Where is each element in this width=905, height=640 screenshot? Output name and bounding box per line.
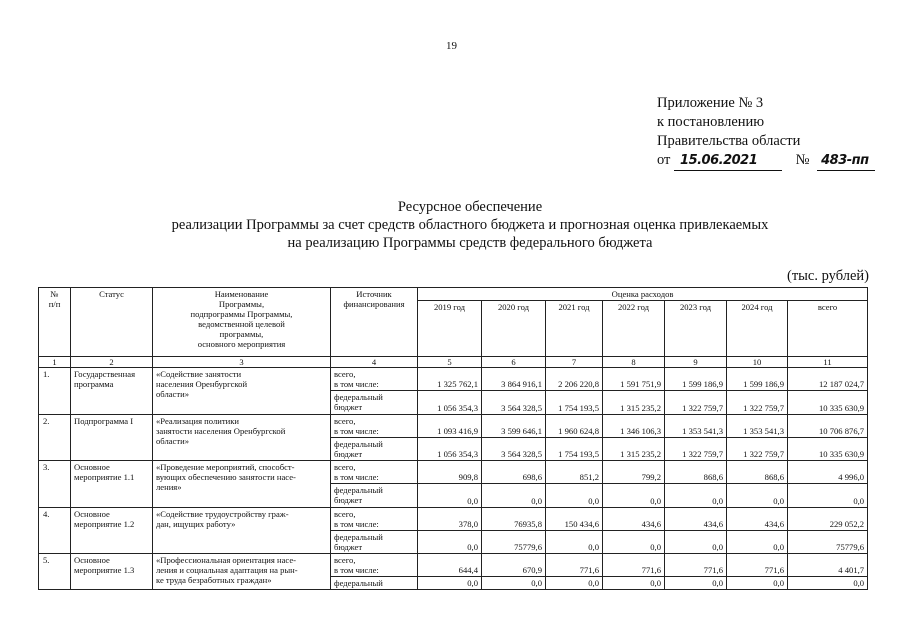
row-year-value: 1 960 624,8 [546, 415, 603, 438]
row-year-value: 1 056 354,3 [418, 438, 482, 461]
table-row [39, 461, 868, 484]
number-sign: № [795, 152, 810, 168]
appendix-signature-line [657, 151, 875, 171]
row-year-value: 771,6 [546, 554, 603, 577]
row-funding-source: федеральный бюджет [331, 484, 418, 508]
row-total-value: 75779,6 [788, 531, 868, 554]
document-title [120, 198, 820, 252]
header-year-2019: 2019 год [418, 301, 482, 357]
row-year-value: 0,0 [727, 484, 788, 508]
row-program-name: «Проведение мероприятий, способст- вующих обеспечению занятости насе- ления» [153, 461, 331, 508]
row-year-value: 670,9 [482, 554, 546, 577]
row-year-value: 1 591 751,9 [603, 368, 665, 391]
row-total-value: 10 335 630,9 [788, 438, 868, 461]
row-funding-source: федеральный бюджет [331, 391, 418, 415]
column-number: 5 [418, 357, 482, 368]
row-total-value: 4 996,0 [788, 461, 868, 484]
row-year-value: 434,6 [665, 508, 727, 531]
header-total: всего [788, 301, 868, 357]
header-source: Источник финансирования [331, 288, 418, 357]
row-year-value: 0,0 [418, 484, 482, 508]
row-year-value: 909,8 [418, 461, 482, 484]
row-funding-source: федеральный бюджет [331, 531, 418, 554]
row-year-value: 1 093 416,9 [418, 415, 482, 438]
column-number: 7 [546, 357, 603, 368]
header-year-2020: 2020 год [482, 301, 546, 357]
table-row [39, 554, 868, 577]
row-year-value: 3 564 328,5 [482, 391, 546, 415]
row-funding-source: всего, в том числе: [331, 415, 418, 438]
row-year-value: 1 599 186,9 [727, 368, 788, 391]
row-year-value: 75779,6 [482, 531, 546, 554]
row-total-value: 4 401,7 [788, 554, 868, 577]
column-number: 11 [788, 357, 868, 368]
row-program-name: «Содействие трудоустройству граж- дан, ищущих работу» [153, 508, 331, 554]
header-estimate: Оценка расходов [418, 288, 868, 301]
row-year-value: 771,6 [727, 554, 788, 577]
table-row [39, 508, 868, 531]
row-year-value: 868,6 [727, 461, 788, 484]
column-number: 10 [727, 357, 788, 368]
title-line-1: Ресурсное обеспечение [397, 199, 543, 215]
row-total-value: 12 187 024,7 [788, 368, 868, 391]
row-year-value: 378,0 [418, 508, 482, 531]
row-year-value: 1 056 354,3 [418, 391, 482, 415]
row-year-value: 1 315 235,2 [603, 438, 665, 461]
row-year-value: 0,0 [546, 577, 603, 590]
row-year-value: 1 315 235,2 [603, 391, 665, 415]
appendix-line-2: к постановлению [657, 114, 765, 130]
row-total-value: 229 052,2 [788, 508, 868, 531]
resource-table [38, 287, 868, 590]
column-number: 4 [331, 357, 418, 368]
row-year-value: 868,6 [665, 461, 727, 484]
row-year-value: 0,0 [727, 577, 788, 590]
column-numbers-row [39, 357, 868, 368]
row-funding-source: всего, в том числе: [331, 368, 418, 391]
row-year-value: 1 322 759,7 [665, 438, 727, 461]
row-year-value: 434,6 [727, 508, 788, 531]
row-funding-source: федеральный [331, 577, 418, 590]
row-year-value: 644,4 [418, 554, 482, 577]
row-year-value: 0,0 [418, 531, 482, 554]
row-status: Основное мероприятие 1.1 [71, 461, 153, 508]
table-body [39, 368, 868, 590]
row-year-value: 0,0 [727, 531, 788, 554]
header-status: Статус [71, 288, 153, 357]
appendix-line-3: Правительства области [657, 133, 801, 149]
appendix-line-1: Приложение № 3 [657, 95, 764, 111]
header-year-2021: 2021 год [546, 301, 603, 357]
handwritten-number: 483-пп [817, 151, 875, 171]
row-year-value: 0,0 [418, 577, 482, 590]
header-name: Наименование Программы, подпрограммы Программы, ведомственной целевой программы, основного мероприятия [153, 288, 331, 357]
appendix-block [657, 94, 875, 171]
row-funding-source: всего, в том числе: [331, 508, 418, 531]
row-year-value: 0,0 [665, 577, 727, 590]
from-label: от [657, 152, 671, 168]
row-total-value: 0,0 [788, 484, 868, 508]
row-total-value: 0,0 [788, 577, 868, 590]
row-status: Государственная программа [71, 368, 153, 415]
row-number: 5. [39, 554, 71, 590]
row-year-value: 1 346 106,3 [603, 415, 665, 438]
row-status: Подпрограмма I [71, 415, 153, 461]
row-year-value: 771,6 [603, 554, 665, 577]
column-number: 6 [482, 357, 546, 368]
header-year-2024: 2024 год [727, 301, 788, 357]
row-number: 2. [39, 415, 71, 461]
row-year-value: 3 864 916,1 [482, 368, 546, 391]
row-year-value: 0,0 [546, 484, 603, 508]
row-year-value: 1 599 186,9 [665, 368, 727, 391]
row-year-value: 150 434,6 [546, 508, 603, 531]
row-year-value: 851,2 [546, 461, 603, 484]
column-number: 8 [603, 357, 665, 368]
row-program-name: «Реализация политики занятости населения Оренбургской области» [153, 415, 331, 461]
row-number: 1. [39, 368, 71, 415]
table-row [39, 368, 868, 391]
row-status: Основное мероприятие 1.2 [71, 508, 153, 554]
row-number: 3. [39, 461, 71, 508]
column-number: 3 [153, 357, 331, 368]
row-number: 4. [39, 508, 71, 554]
row-year-value: 799,2 [603, 461, 665, 484]
row-year-value: 0,0 [482, 577, 546, 590]
row-year-value: 0,0 [665, 484, 727, 508]
row-status: Основное мероприятие 1.3 [71, 554, 153, 590]
row-year-value: 3 599 646,1 [482, 415, 546, 438]
row-year-value: 771,6 [665, 554, 727, 577]
row-year-value: 1 353 541,3 [665, 415, 727, 438]
row-total-value: 10 335 630,9 [788, 391, 868, 415]
column-number: 1 [39, 357, 71, 368]
header-num: № п/п [39, 288, 71, 357]
row-year-value: 1 322 759,7 [727, 438, 788, 461]
row-year-value: 1 325 762,1 [418, 368, 482, 391]
row-year-value: 434,6 [603, 508, 665, 531]
header-year-2023: 2023 год [665, 301, 727, 357]
row-year-value: 0,0 [665, 531, 727, 554]
units-label: (тыс. рублей) [787, 268, 869, 284]
title-line-3: на реализацию Программы средств федерального бюджета [287, 235, 653, 251]
row-year-value: 3 564 328,5 [482, 438, 546, 461]
row-funding-source: всего, в том числе: [331, 461, 418, 484]
row-year-value: 0,0 [482, 484, 546, 508]
row-year-value: 0,0 [603, 577, 665, 590]
row-year-value: 1 322 759,7 [665, 391, 727, 415]
row-year-value: 1 754 193,5 [546, 391, 603, 415]
row-funding-source: федеральный бюджет [331, 438, 418, 461]
row-year-value: 0,0 [603, 531, 665, 554]
row-year-value: 0,0 [546, 531, 603, 554]
table-row [39, 415, 868, 438]
handwritten-date: 15.06.2021 [674, 151, 782, 171]
page-number: 19 [446, 40, 457, 52]
row-year-value: 1 322 759,7 [727, 391, 788, 415]
row-total-value: 10 706 876,7 [788, 415, 868, 438]
row-funding-source: всего, в том числе: [331, 554, 418, 577]
row-year-value: 698,6 [482, 461, 546, 484]
row-year-value: 76935,8 [482, 508, 546, 531]
column-number: 9 [665, 357, 727, 368]
column-number: 2 [71, 357, 153, 368]
title-line-2: реализации Программы за счет средств областного бюджета и прогнозная оценка привлекаемых [171, 217, 769, 233]
row-year-value: 1 353 541,3 [727, 415, 788, 438]
row-year-value: 2 206 220,8 [546, 368, 603, 391]
row-program-name: «Профессиональная ориентация насе- ления и социальная адаптация на рын- ке труда безработных граждан» [153, 554, 331, 590]
header-year-2022: 2022 год [603, 301, 665, 357]
row-program-name: «Содействие занятости населения Оренбургской области» [153, 368, 331, 415]
row-year-value: 1 754 193,5 [546, 438, 603, 461]
row-year-value: 0,0 [603, 484, 665, 508]
